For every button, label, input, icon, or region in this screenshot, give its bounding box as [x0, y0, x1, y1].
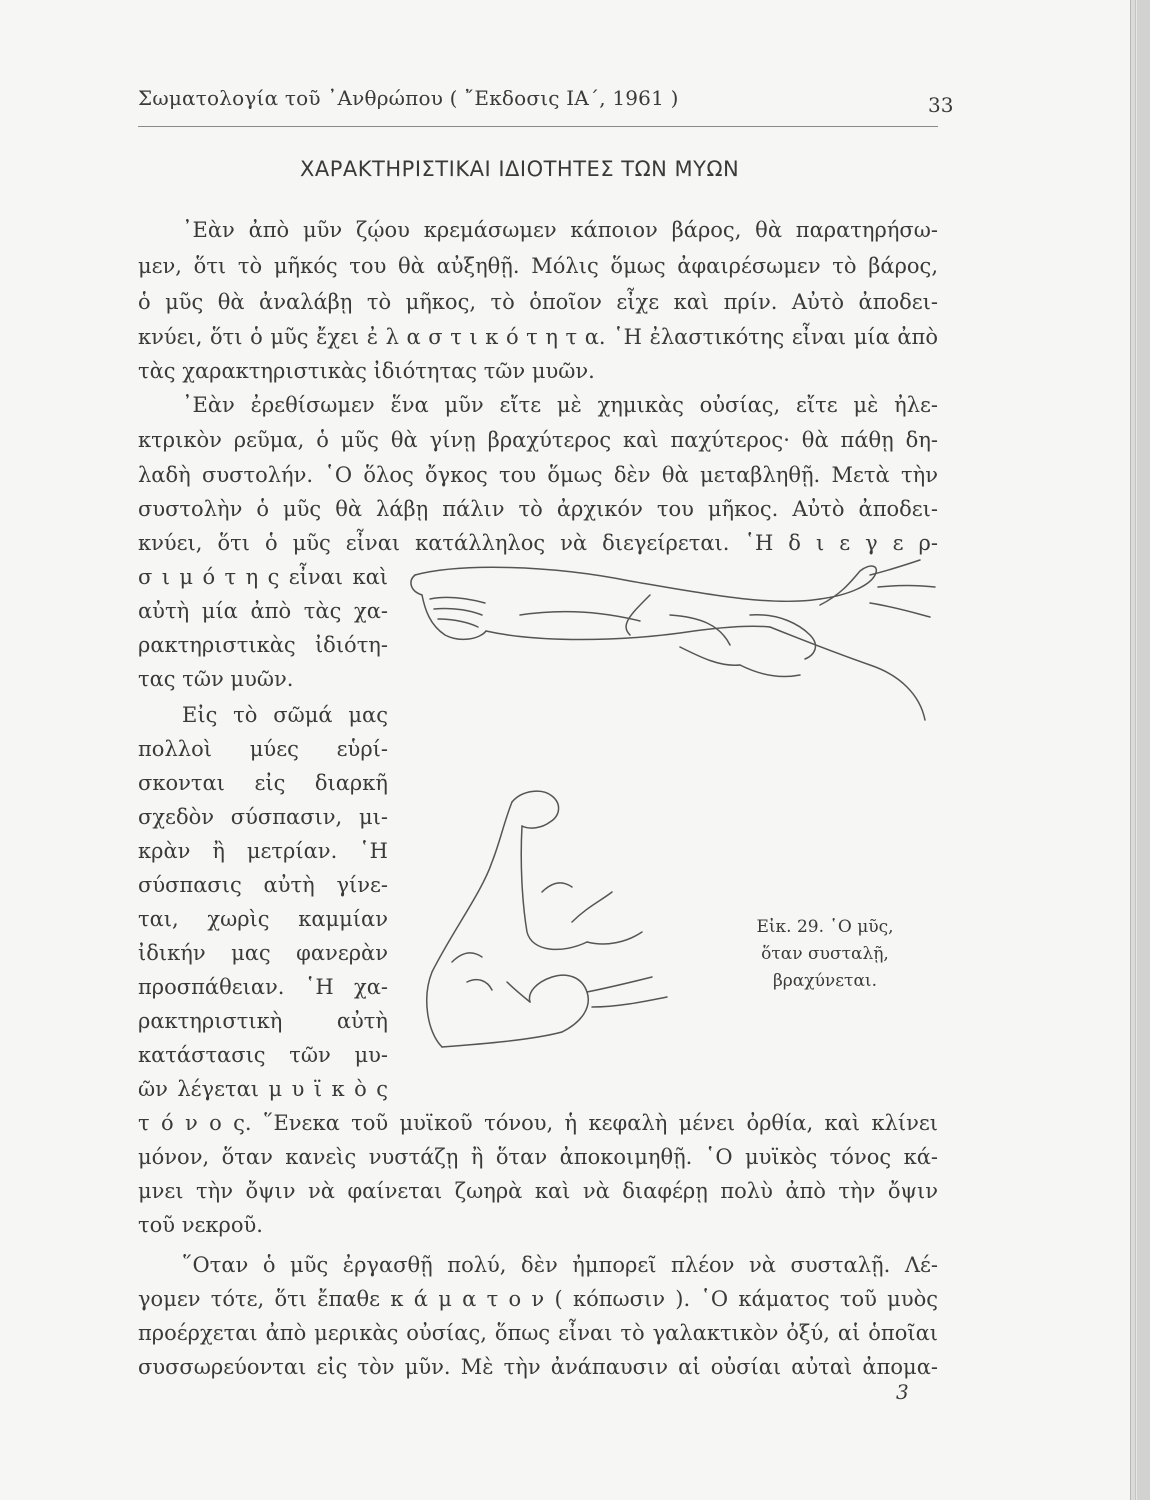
text-line: κνύει, ὅτι ὁ μῦς ἔχει ἐ λ α σ τ ι κ ό τ η τ α. ῾Η ἐλαστικότης εἶναι μία ἀπὸ: [138, 325, 938, 349]
figure-caption-line: Εἰκ. 29. ῾Ο μῦς,: [756, 917, 894, 937]
text-line: κρὰν ἢ μετρίαν. ῾Η: [138, 839, 388, 863]
text-line: συστολὴν ὁ μῦς θὰ λάβῃ πάλιν τὸ ἀρχικόν του μῆκος. Αὐτὸ ἀποδει-: [138, 497, 938, 521]
page-number: 33: [928, 93, 954, 117]
figure-flexed-arm: [412, 782, 692, 1062]
text-line: ᾿Εὰν ἐρεθίσωμεν ἕνα μῦν εἴτε μὲ χημικὰς οὐσίας, εἴτε μὲ ἠλε-: [182, 393, 938, 417]
text-line: σ ι μ ό τ η ς εἶναι καὶ: [138, 565, 388, 589]
text-line: τὰς χαρακτηριστικὰς ἰδιότητας τῶν μυῶν.: [138, 359, 595, 383]
text-line: προέρχεται ἀπὸ μερικὰς οὐσίας, ὅπως εἶναι τὸ γαλακτικὸν ὀξύ, αἱ ὁποῖαι: [138, 1321, 938, 1345]
text-line: τας τῶν μυῶν.: [138, 667, 294, 691]
page-edge: [1131, 0, 1136, 1500]
text-line: μεν, ὅτι τὸ μῆκός του θὰ αὐξηθῇ. Μόλις ὅμως ἀφαιρέσωμεν τὸ βάρος,: [138, 254, 938, 278]
text-line: μόνον, ὅταν κανεὶς νυστάζῃ ἢ ὅταν ἀποκοιμηθῇ. ῾Ο μυϊκὸς τόνος κά-: [138, 1145, 938, 1169]
text-line: πολλοὶ μύες εὑρί-: [138, 737, 388, 761]
text-line: κατάστασις τῶν μυ-: [138, 1043, 388, 1067]
text-line: σύσπασις αὐτὴ γίνε-: [138, 873, 388, 897]
running-header: Σωματολογία τοῦ ᾿Ανθρώπου ( ῎Εκδοσις ΙΑ΄, 1961 ): [138, 86, 679, 110]
text-line: ρακτηριστικὴ αὐτὴ: [138, 1009, 388, 1033]
text-line: ται, χωρὶς καμμίαν: [138, 907, 388, 931]
figure-caption-line: βραχύνεται.: [772, 971, 878, 991]
text-line: ρακτηριστικὰς ἰδιότη-: [138, 633, 388, 657]
header-rule: [138, 126, 938, 127]
text-line: ῶν λέγεται μ υ ϊ κ ὸ ς: [138, 1077, 388, 1101]
text-line: ῞Οταν ὁ μῦς ἐργασθῇ πολύ, δὲν ἠμπορεῖ πλέον νὰ συσταλῇ. Λέ-: [182, 1253, 938, 1277]
text-line: συσσωρεύονται εἰς τὸν μῦν. Μὲ τὴν ἀνάπαυσιν αἱ οὐσίαι αὐταὶ ἀπομα-: [138, 1355, 938, 1379]
text-line: σχεδὸν σύσπασιν, μι-: [138, 805, 388, 829]
text-line: σκονται εἰς διαρκῆ: [138, 771, 388, 795]
text-line: τ ό ν ο ς. ῞Ενεκα τοῦ μυϊκοῦ τόνου, ἡ κεφαλὴ μένει ὀρθία, καὶ κλίνει: [138, 1111, 938, 1135]
signature-mark: 3: [896, 1380, 909, 1404]
text-line: αὐτὴ μία ἀπὸ τὰς χα-: [138, 599, 388, 623]
text-line: κνύει, ὅτι ὁ μῦς εἶναι κατάλληλος νὰ διεγείρεται. ῾Η δ ι ε γ ε ρ-: [138, 531, 938, 555]
binding-shadow: [1137, 0, 1150, 1500]
text-line: τοῦ νεκροῦ.: [138, 1213, 263, 1237]
text-line: ᾿Εὰν ἀπὸ μῦν ζῴου κρεμάσωμεν κάποιον βάρος, θὰ παρατηρήσω-: [182, 218, 938, 242]
text-line: μνει τὴν ὄψιν νὰ φαίνεται ζωηρὰ καὶ νὰ διαφέρῃ πολὺ ἀπὸ τὴν ὄψιν: [138, 1179, 938, 1203]
text-line: ὁ μῦς θὰ ἀναλάβῃ τὸ μῆκος, τὸ ὁποῖον εἶχε καὶ πρίν. Αὐτὸ ἀποδει-: [138, 290, 938, 314]
text-line: κτρικὸν ρεῦμα, ὁ μῦς θὰ γίνῃ βραχύτερος καὶ παχύτερος· θὰ πάθῃ δη-: [138, 428, 938, 452]
text-line: προσπάθειαν. ῾Η χα-: [138, 975, 388, 999]
section-title: ΧΑΡΑΚΤΗΡΙΣΤΙΚΑΙ ΙΔΙΟΤΗΤΕΣ ΤΩΝ ΜΥΩΝ: [300, 157, 740, 181]
text-line: ἰδικήν μας φανερὰν: [138, 941, 388, 965]
text-line: γομεν τότε, ὅτι ἔπαθε κ ά μ α τ ο ν ( κόπωσιν ). ῾Ο κάματος τοῦ μυὸς: [138, 1287, 938, 1311]
figure-caption-line: ὅταν συσταλῇ,: [761, 944, 889, 964]
text-line: λαδὴ συστολήν. ῾Ο ὅλος ὄγκος του ὅμως δὲν θὰ μεταβληθῇ. Μετὰ τὴν: [138, 463, 938, 487]
figure-extended-arm: [400, 555, 940, 725]
text-line: Εἰς τὸ σῶμά μας: [182, 703, 388, 727]
